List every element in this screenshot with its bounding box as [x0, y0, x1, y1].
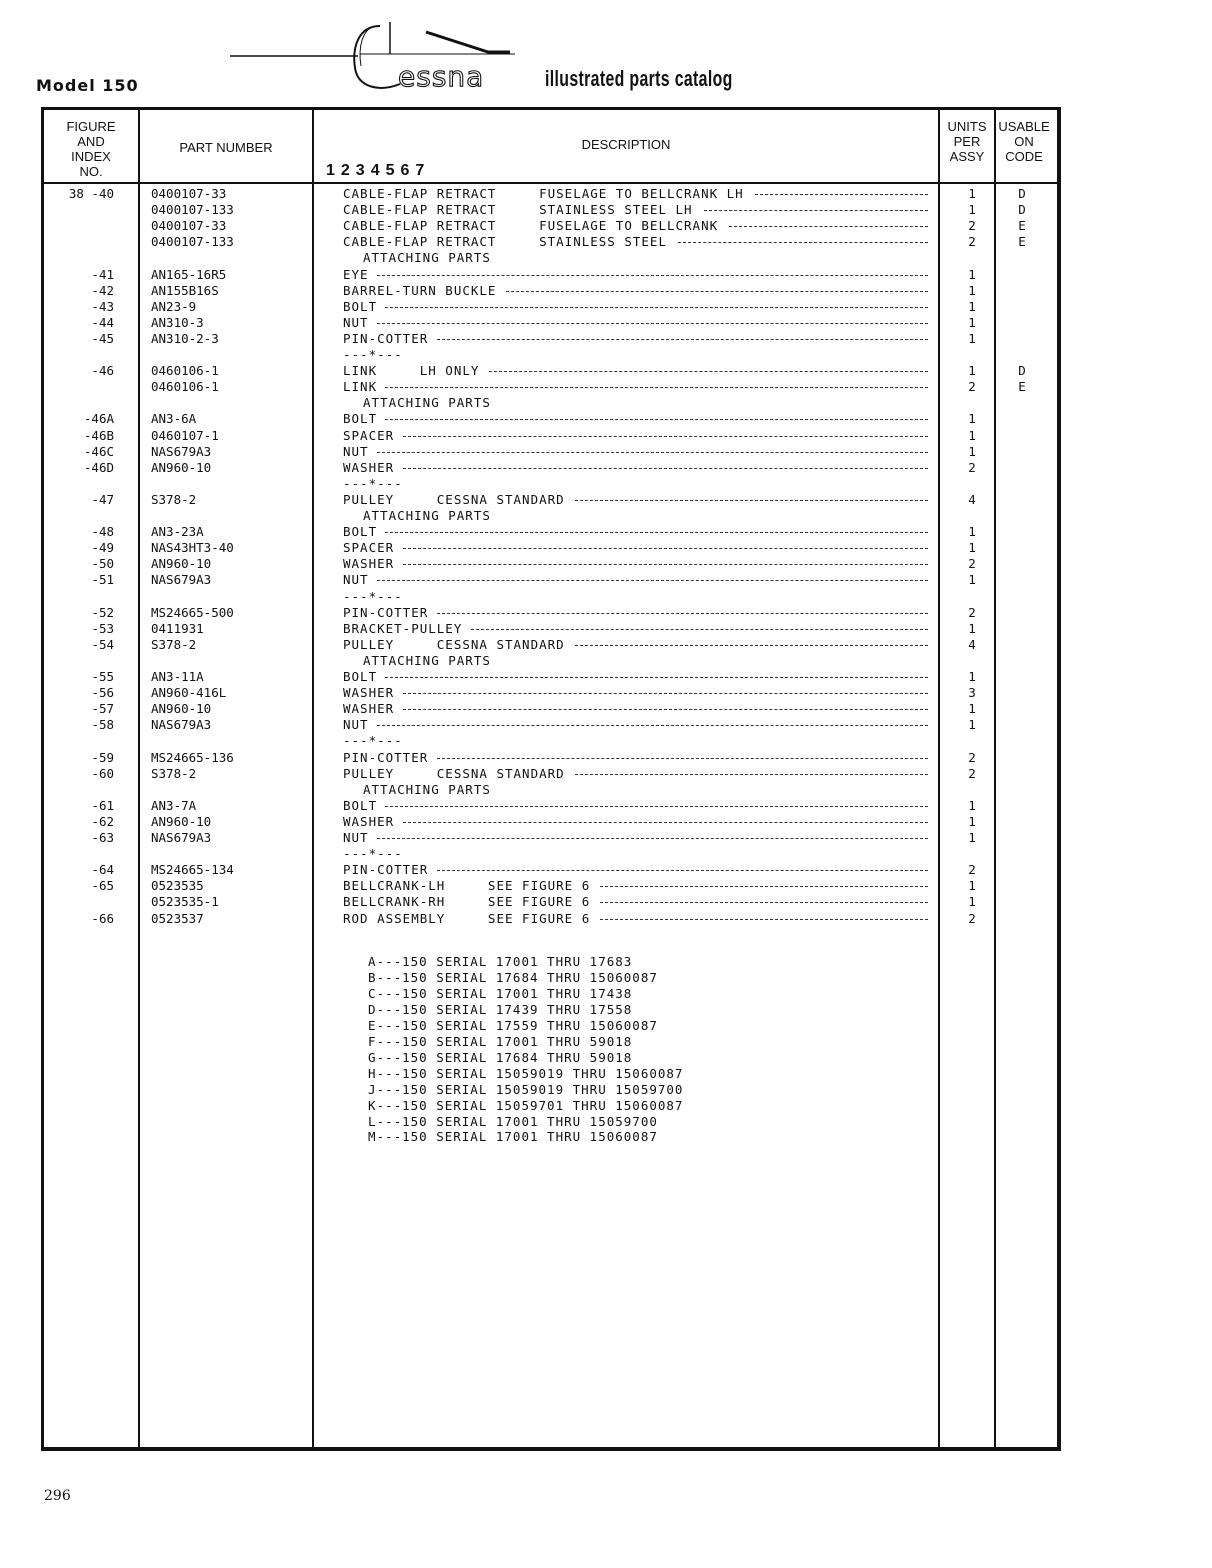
part-description: WASHER	[343, 460, 395, 475]
table-row	[0, 862, 1212, 878]
header-divider	[41, 182, 1060, 184]
leader-dashes	[437, 870, 928, 871]
units-per-assy: 4	[968, 637, 976, 652]
part-description: CABLE-FLAP RETRACT STAINLESS STEEL LH	[343, 202, 693, 217]
part-description: CABLE-FLAP RETRACT FUSELAGE TO BELLCRANK LH	[343, 186, 744, 201]
index-number: -53	[91, 621, 114, 636]
leader-dashes	[704, 210, 928, 211]
serial-code-entry: D---150 SERIAL 17439 THRU 17558	[368, 1002, 633, 1017]
part-description: ATTACHING PARTS	[363, 395, 491, 410]
part-number: 0523535	[151, 878, 204, 893]
part-description: PIN-COTTER	[343, 750, 429, 765]
part-number: AN3-6A	[151, 411, 197, 426]
part-description: SPACER	[343, 428, 395, 443]
index-number: -65	[91, 878, 114, 893]
part-number: NAS679A3	[151, 572, 212, 587]
part-number: NAS43HT3-40	[151, 540, 234, 555]
leader-dashes	[600, 886, 928, 887]
units-per-assy: 1	[968, 830, 976, 845]
part-description: CABLE-FLAP RETRACT FUSELAGE TO BELLCRANK	[343, 218, 719, 233]
table-row	[0, 315, 1212, 331]
units-per-assy: 1	[968, 621, 976, 636]
leader-dashes	[377, 452, 928, 453]
part-number: 0460106-1	[151, 379, 219, 394]
part-number: S378-2	[151, 766, 197, 781]
table-row	[0, 605, 1212, 621]
part-number: 0400107-133	[151, 234, 234, 249]
svg-text:essna: essna	[398, 60, 485, 93]
leader-dashes	[755, 194, 928, 195]
table-row	[0, 653, 1212, 669]
table-row	[0, 830, 1212, 846]
part-description: ATTACHING PARTS	[363, 782, 491, 797]
index-number: -57	[91, 701, 114, 716]
part-description: BOLT	[343, 411, 378, 426]
leader-dashes	[385, 387, 928, 388]
part-number: 0460106-1	[151, 363, 219, 378]
units-per-assy: 2	[968, 766, 976, 781]
leader-dashes	[489, 371, 928, 372]
units-per-assy: 1	[968, 186, 976, 201]
index-number: -45	[91, 331, 114, 346]
index-number: -46B	[83, 428, 114, 443]
part-number: AN960-10	[151, 556, 212, 571]
index-number: -43	[91, 299, 114, 314]
units-per-assy: 1	[968, 202, 976, 217]
serial-code-entry: M---150 SERIAL 17001 THRU 15060087	[368, 1129, 658, 1144]
units-per-assy: 1	[968, 315, 976, 330]
units-per-assy: 2	[968, 218, 976, 233]
serial-code-entry: K---150 SERIAL 15059701 THRU 15060087	[368, 1098, 684, 1113]
header-description: DESCRIPTION	[581, 137, 671, 152]
leader-dashes	[678, 242, 928, 243]
index-number: -49	[91, 540, 114, 555]
leader-dashes	[403, 468, 928, 469]
index-number: -48	[91, 524, 114, 539]
table-row	[0, 283, 1212, 299]
part-number: AN960-10	[151, 460, 212, 475]
units-per-assy: 1	[968, 444, 976, 459]
part-number: AN3-23A	[151, 524, 204, 539]
index-number: -56	[91, 685, 114, 700]
units-per-assy: 1	[968, 669, 976, 684]
table-row	[0, 911, 1212, 927]
index-number: -60	[91, 766, 114, 781]
table-row	[0, 363, 1212, 379]
index-number: -62	[91, 814, 114, 829]
table-row	[0, 411, 1212, 427]
usable-code: D	[1018, 186, 1026, 201]
table-row	[0, 669, 1212, 685]
serial-code-entry: C---150 SERIAL 17001 THRU 17438	[368, 986, 633, 1001]
part-description: ROD ASSEMBLY SEE FIGURE 6	[343, 911, 591, 926]
table-row	[0, 556, 1212, 572]
units-per-assy: 1	[968, 540, 976, 555]
header-figure: FIGURE AND INDEX NO.	[66, 119, 116, 179]
leader-dashes	[403, 693, 928, 694]
leader-dashes	[403, 436, 928, 437]
part-number: S378-2	[151, 492, 197, 507]
index-number: -46	[91, 363, 114, 378]
part-number: AN3-11A	[151, 669, 204, 684]
table-row	[0, 750, 1212, 766]
part-number: MS24665-500	[151, 605, 234, 620]
leader-dashes	[729, 226, 928, 227]
usable-code: E	[1018, 379, 1026, 394]
part-number: 0400107-33	[151, 186, 227, 201]
leader-dashes	[385, 677, 928, 678]
part-number: S378-2	[151, 637, 197, 652]
index-number: 38 -40	[68, 186, 114, 201]
part-description: ATTACHING PARTS	[363, 250, 491, 265]
index-number: -46D	[83, 460, 114, 475]
header-usable: USABLE ON CODE	[998, 119, 1050, 164]
leader-dashes	[506, 291, 928, 292]
table-row	[0, 846, 1212, 862]
part-description: CABLE-FLAP RETRACT STAINLESS STEEL	[343, 234, 667, 249]
units-per-assy: 1	[968, 798, 976, 813]
part-description: ---*---	[343, 347, 403, 362]
leader-dashes	[575, 645, 928, 646]
part-description: ATTACHING PARTS	[363, 653, 491, 668]
part-number: 0523537	[151, 911, 204, 926]
units-per-assy: 1	[968, 878, 976, 893]
units-per-assy: 3	[968, 685, 976, 700]
leader-dashes	[600, 919, 928, 920]
part-description: ATTACHING PARTS	[363, 508, 491, 523]
table-row	[0, 331, 1212, 347]
usable-code: D	[1018, 363, 1026, 378]
part-description: WASHER	[343, 685, 395, 700]
table-row	[0, 878, 1212, 894]
table-row	[0, 476, 1212, 492]
table-row	[0, 621, 1212, 637]
part-number: AN960-10	[151, 814, 212, 829]
table-row	[0, 798, 1212, 814]
part-description: NUT	[343, 572, 369, 587]
part-number: MS24665-136	[151, 750, 234, 765]
table-row	[0, 267, 1212, 283]
part-description: BOLT	[343, 669, 378, 684]
leader-dashes	[575, 500, 928, 501]
leader-dashes	[403, 822, 928, 823]
serial-code-entry: A---150 SERIAL 17001 THRU 17683	[368, 954, 633, 969]
usable-code: E	[1018, 218, 1026, 233]
part-number: AN960-10	[151, 701, 212, 716]
serial-code-entry: J---150 SERIAL 15059019 THRU 15059700	[368, 1082, 684, 1097]
part-description: NUT	[343, 444, 369, 459]
units-per-assy: 4	[968, 492, 976, 507]
leader-dashes	[377, 275, 928, 276]
serial-code-entry: L---150 SERIAL 17001 THRU 15059700	[368, 1114, 658, 1129]
table-row	[0, 234, 1212, 250]
units-per-assy: 1	[968, 283, 976, 298]
part-number: MS24665-134	[151, 862, 234, 877]
table-row	[0, 701, 1212, 717]
units-per-assy: 1	[968, 267, 976, 282]
table-row	[0, 347, 1212, 363]
table-row	[0, 766, 1212, 782]
part-number: AN960-416L	[151, 685, 227, 700]
part-number: AN310-2-3	[151, 331, 219, 346]
leader-dashes	[385, 307, 928, 308]
table-row	[0, 782, 1212, 798]
part-number: NAS679A3	[151, 444, 212, 459]
usable-code: E	[1018, 234, 1026, 249]
index-number: -66	[91, 911, 114, 926]
model-label: Model 150	[36, 76, 139, 95]
serial-code-entry: H---150 SERIAL 15059019 THRU 15060087	[368, 1066, 684, 1081]
part-description: BOLT	[343, 798, 378, 813]
serial-code-entry: E---150 SERIAL 17559 THRU 15060087	[368, 1018, 658, 1033]
units-per-assy: 1	[968, 717, 976, 732]
part-description: PULLEY CESSNA STANDARD	[343, 637, 565, 652]
part-number: AN3-7A	[151, 798, 197, 813]
table-row	[0, 589, 1212, 605]
units-per-assy: 1	[968, 363, 976, 378]
part-number: 0411931	[151, 621, 204, 636]
serial-code-entry: F---150 SERIAL 17001 THRU 59018	[368, 1034, 633, 1049]
usable-code: D	[1018, 202, 1026, 217]
index-number: -54	[91, 637, 114, 652]
leader-dashes	[437, 339, 928, 340]
table-row	[0, 814, 1212, 830]
units-per-assy: 1	[968, 331, 976, 346]
table-row	[0, 685, 1212, 701]
units-per-assy: 2	[968, 556, 976, 571]
header-units: UNITS PER ASSY	[947, 119, 987, 164]
leader-dashes	[385, 532, 928, 533]
index-number: -50	[91, 556, 114, 571]
units-per-assy: 1	[968, 411, 976, 426]
part-description: WASHER	[343, 556, 395, 571]
index-number: -51	[91, 572, 114, 587]
table-row	[0, 508, 1212, 524]
units-per-assy: 1	[968, 428, 976, 443]
part-description: ---*---	[343, 733, 403, 748]
table-row	[0, 218, 1212, 234]
leader-dashes	[377, 838, 928, 839]
part-description: ---*---	[343, 476, 403, 491]
leader-dashes	[437, 758, 928, 759]
header-part-number: PART NUMBER	[179, 140, 273, 155]
part-number: 0460107-1	[151, 428, 219, 443]
index-number: -58	[91, 717, 114, 732]
table-row	[0, 540, 1212, 556]
part-description: NUT	[343, 315, 369, 330]
part-number: 0523535-1	[151, 894, 219, 909]
index-number: -41	[91, 267, 114, 282]
leader-dashes	[600, 902, 928, 903]
part-description: WASHER	[343, 814, 395, 829]
page-number: 296	[44, 1488, 71, 1504]
units-per-assy: 2	[968, 234, 976, 249]
part-description: ---*---	[343, 846, 403, 861]
units-per-assy: 1	[968, 894, 976, 909]
leader-dashes	[403, 548, 928, 549]
part-number: AN310-3	[151, 315, 204, 330]
part-number: AN165-16R5	[151, 267, 227, 282]
index-number: -55	[91, 669, 114, 684]
table-row	[0, 492, 1212, 508]
leader-dashes	[385, 806, 928, 807]
part-description: SPACER	[343, 540, 395, 555]
part-number: AN155B16S	[151, 283, 219, 298]
part-description: BOLT	[343, 524, 378, 539]
leader-dashes	[377, 323, 928, 324]
index-number: -59	[91, 750, 114, 765]
leader-dashes	[437, 613, 928, 614]
units-per-assy: 2	[968, 862, 976, 877]
part-description: PIN-COTTER	[343, 605, 429, 620]
index-number: -52	[91, 605, 114, 620]
index-number: -64	[91, 862, 114, 877]
part-description: EYE	[343, 267, 369, 282]
part-number: 0400107-133	[151, 202, 234, 217]
table-row	[0, 717, 1212, 733]
table-row	[0, 395, 1212, 411]
units-per-assy: 2	[968, 460, 976, 475]
part-number: NAS679A3	[151, 717, 212, 732]
part-description: PIN-COTTER	[343, 862, 429, 877]
part-description: BELLCRANK-LH SEE FIGURE 6	[343, 878, 591, 893]
part-description: NUT	[343, 830, 369, 845]
table-row	[0, 379, 1212, 395]
index-number: -63	[91, 830, 114, 845]
table-row	[0, 186, 1212, 202]
leader-dashes	[377, 580, 928, 581]
table-row	[0, 572, 1212, 588]
index-number: -42	[91, 283, 114, 298]
leader-dashes	[403, 709, 928, 710]
leader-dashes	[403, 564, 928, 565]
part-description: PULLEY CESSNA STANDARD	[343, 766, 565, 781]
table-row	[0, 444, 1212, 460]
table-row	[0, 524, 1212, 540]
table-row	[0, 250, 1212, 266]
part-description: BELLCRANK-RH SEE FIGURE 6	[343, 894, 591, 909]
leader-dashes	[377, 725, 928, 726]
table-row	[0, 894, 1212, 910]
units-per-assy: 1	[968, 814, 976, 829]
part-number: AN23-9	[151, 299, 197, 314]
table-row	[0, 299, 1212, 315]
units-per-assy: 2	[968, 911, 976, 926]
index-number: -47	[91, 492, 114, 507]
index-number: -46C	[83, 444, 114, 459]
table-row	[0, 733, 1212, 749]
part-description: BOLT	[343, 299, 378, 314]
index-number: -44	[91, 315, 114, 330]
part-description: PIN-COTTER	[343, 331, 429, 346]
part-description: ---*---	[343, 589, 403, 604]
units-per-assy: 2	[968, 605, 976, 620]
units-per-assy: 1	[968, 524, 976, 539]
units-per-assy: 1	[968, 572, 976, 587]
part-description: PULLEY CESSNA STANDARD	[343, 492, 565, 507]
catalog-title: illustrated parts catalog	[545, 66, 733, 91]
table-row	[0, 202, 1212, 218]
units-per-assy: 1	[968, 299, 976, 314]
indent-digits: 1234567	[326, 162, 431, 179]
index-number: -46A	[83, 411, 114, 426]
leader-dashes	[471, 629, 928, 630]
part-description: LINK	[343, 379, 378, 394]
part-description: BRACKET-PULLEY	[343, 621, 463, 636]
index-number: -61	[91, 798, 114, 813]
units-per-assy: 1	[968, 701, 976, 716]
part-description: WASHER	[343, 701, 395, 716]
part-number: 0400107-33	[151, 218, 227, 233]
table-row	[0, 460, 1212, 476]
units-per-assy: 2	[968, 379, 976, 394]
table-row	[0, 637, 1212, 653]
serial-code-entry: B---150 SERIAL 17684 THRU 15060087	[368, 970, 658, 985]
leader-dashes	[575, 774, 928, 775]
part-description: LINK LH ONLY	[343, 363, 480, 378]
table-row	[0, 428, 1212, 444]
part-description: NUT	[343, 717, 369, 732]
units-per-assy: 2	[968, 750, 976, 765]
serial-code-entry: G---150 SERIAL 17684 THRU 59018	[368, 1050, 633, 1065]
leader-dashes	[385, 419, 928, 420]
part-description: BARREL-TURN BUCKLE	[343, 283, 497, 298]
part-number: NAS679A3	[151, 830, 212, 845]
